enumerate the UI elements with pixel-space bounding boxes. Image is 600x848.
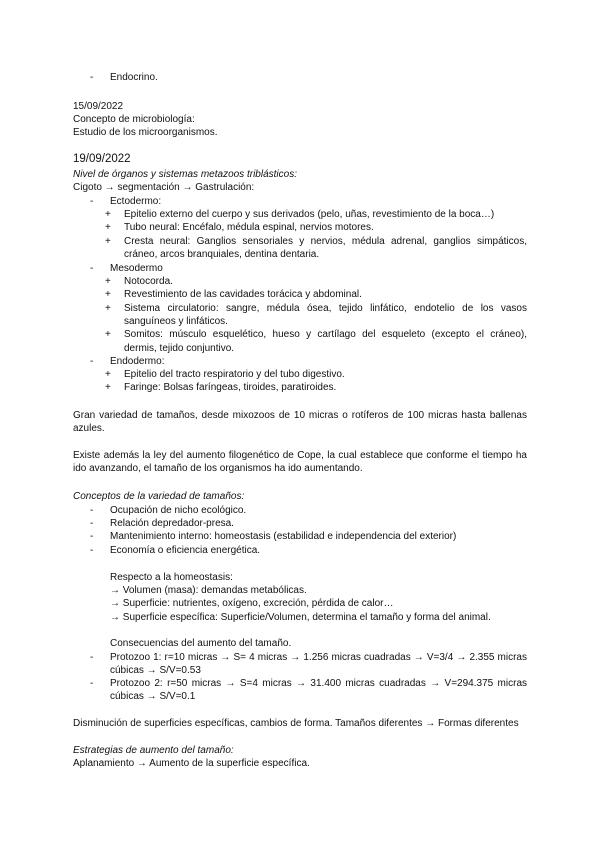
arrow-item: → Superficie específica: Superficie/Volumen, determina el tamaño y forma del animal. — [110, 612, 491, 623]
section-date: 19/09/2022 — [73, 153, 131, 165]
list-bullet: - — [90, 72, 94, 83]
list-item: Epitelio del tracto respiratorio y del tubo digestivo. — [124, 369, 345, 380]
layer-title-ectoderm: Ectodermo: — [110, 196, 162, 207]
list-item-continuation: dermis, tejido conjuntivo. — [124, 343, 235, 354]
list-bullet: - — [90, 196, 94, 207]
plus-bullet: + — [105, 209, 111, 220]
plus-bullet: + — [105, 382, 111, 393]
subsection-title: Respecto a la homeostasis: — [110, 572, 233, 583]
list-item: Somitos: músculo esquelético, hueso y cartílago del esqueleto (excepto el cráneo), — [124, 329, 527, 340]
list-bullet: - — [90, 678, 94, 689]
list-item: Cresta neural: Ganglios sensoriales y nervios, médula adrenal, ganglios simpáticos, — [124, 236, 527, 247]
list-item: Revestimiento de las cavidades torácica y abdominal. — [124, 289, 362, 300]
section-heading: Concepto de microbiología: — [73, 114, 195, 125]
layer-title-endoderm: Endodermo: — [110, 356, 165, 367]
plus-bullet: + — [105, 303, 111, 314]
paragraph-line: Gran variedad de tamaños, desde mixozoos de 10 micras o rotíferos de 100 micras hasta ballenas — [73, 410, 527, 421]
list-item: Notocorda. — [124, 276, 173, 287]
list-item: Tubo neural: Encéfalo, médula espinal, nervios motores. — [124, 222, 374, 233]
plus-bullet: + — [105, 289, 111, 300]
list-item-continuation: cúbicas → S/V=0.53 — [110, 665, 201, 676]
section-subtitle: Estrategias de aumento del tamaño: — [73, 745, 234, 756]
list-bullet: - — [90, 531, 94, 542]
list-item: Faringe: Bolsas faríngeas, tiroides, paratiroides. — [124, 382, 337, 393]
list-item: Endocrino. — [110, 72, 158, 83]
arrow-item: → Superficie: nutrientes, oxígeno, excreción, pérdida de calor… — [110, 598, 394, 609]
list-item-continuation: sanguíneos y linfáticos. — [124, 316, 228, 327]
section-text: Estudio de los microorganismos. — [73, 127, 218, 138]
section-date: 15/09/2022 — [73, 101, 124, 112]
arrow-item: → Volumen (masa): demandas metabólicas. — [110, 585, 307, 596]
list-item-continuation: cráneo, arcos branquiales, dentina dentaria. — [124, 249, 320, 260]
list-item: Protozoo 1: r=10 micras → S= 4 micras → 1.256 micras cuadradas → V=3/4 → 2.355 micras — [110, 652, 527, 663]
layer-title-mesoderm: Mesodermo — [110, 263, 163, 274]
paragraph-line: azules. — [73, 423, 105, 434]
list-bullet: - — [90, 263, 94, 274]
section-intro: Cigoto → segmentación → Gastrulación: — [73, 182, 255, 193]
list-item: Protozoo 2: r=50 micras → S=4 micras → 31.400 micras cuadradas → V=294.375 micras — [110, 678, 527, 689]
list-item: Economía o eficiencia energética. — [110, 545, 261, 556]
summary-line: Disminución de superficies específicas, cambios de forma. Tamaños diferentes → Formas diferentes — [73, 718, 519, 729]
list-item: Epitelio externo del cuerpo y sus derivados (pelo, uñas, revestimiento de la boca…) — [124, 209, 495, 220]
plus-bullet: + — [105, 236, 111, 247]
subsection-title: Consecuencias del aumento del tamaño. — [110, 638, 292, 649]
section-subtitle: Conceptos de la variedad de tamaños: — [73, 491, 245, 502]
plus-bullet: + — [105, 329, 111, 340]
plus-bullet: + — [105, 276, 111, 287]
list-bullet: - — [90, 652, 94, 663]
plus-bullet: + — [105, 369, 111, 380]
plus-bullet: + — [105, 222, 111, 233]
paragraph-line: Existe además la ley del aumento filogenético de Cope, la cual establece que conforme el tiempo ha — [73, 450, 527, 461]
section-subtitle: Nivel de órganos y sistemas metazoos triblásticos: — [73, 169, 297, 180]
section-text: Aplanamiento → Aumento de la superficie específica. — [73, 758, 310, 769]
paragraph-line: ido avanzando, el tamaño de los organismos ha ido aumentando. — [73, 463, 363, 474]
list-item: Sistema circulatorio: sangre, médula ósea, tejido linfático, endotelio de los vasos — [124, 303, 527, 314]
list-bullet: - — [90, 356, 94, 367]
list-item: Ocupación de nicho ecológico. — [110, 505, 247, 516]
list-bullet: - — [90, 505, 94, 516]
list-bullet: - — [90, 518, 94, 529]
list-item: Relación depredador-presa. — [110, 518, 234, 529]
list-item: Mantenimiento interno: homeostasis (estabilidad e independencia del exterior) — [110, 531, 457, 542]
list-bullet: - — [90, 545, 94, 556]
list-item-continuation: cúbicas → S/V=0.1 — [110, 691, 196, 702]
